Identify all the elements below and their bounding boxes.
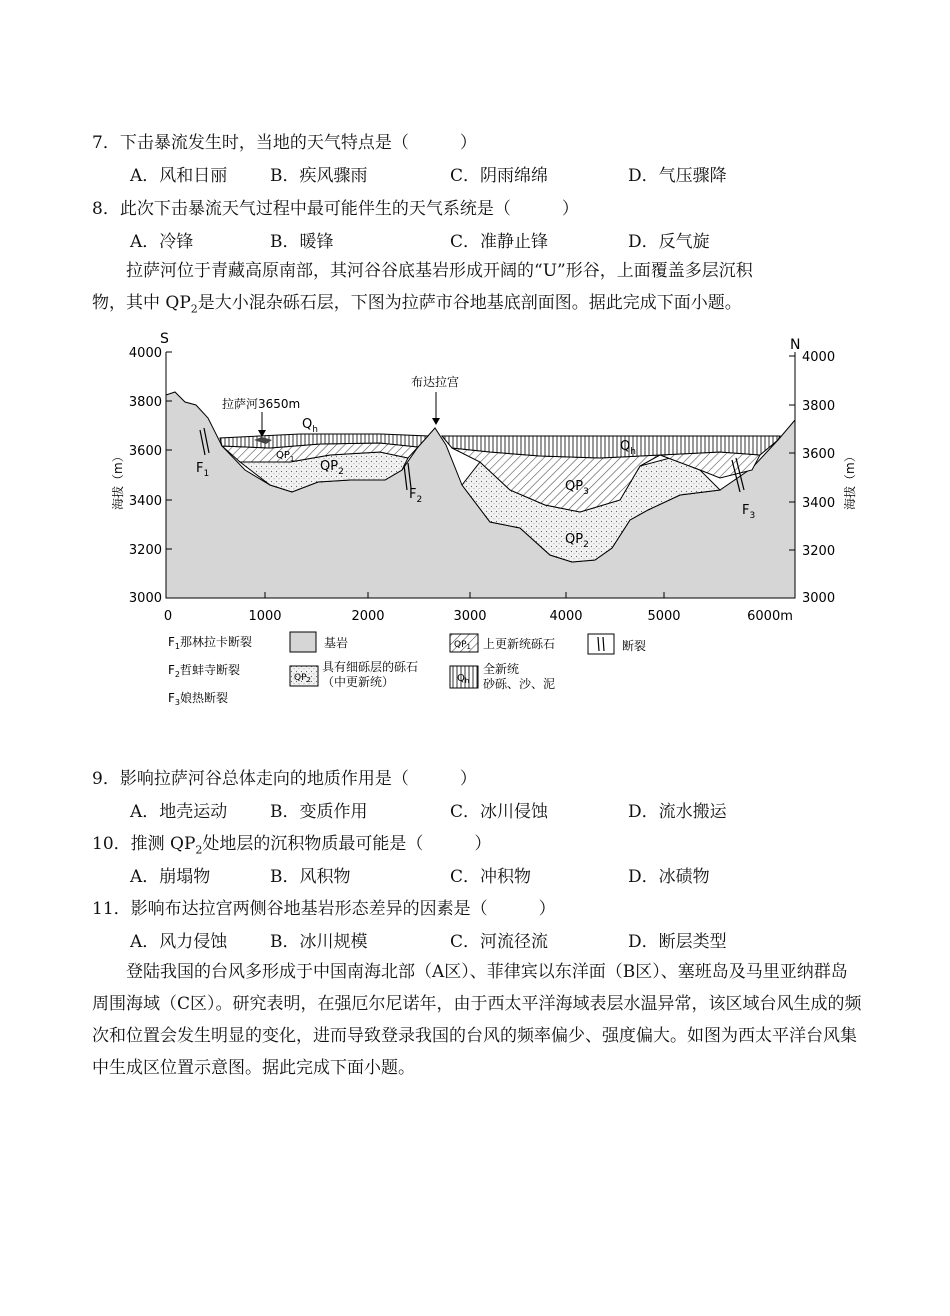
x-ticks xyxy=(164,609,793,624)
north-label: N xyxy=(790,337,801,353)
qp2-west-main: QP xyxy=(320,459,339,474)
xtick: 3000 xyxy=(453,609,487,624)
lhasa-valley-cross-section-figure xyxy=(100,325,857,720)
legend-qp1-sw-sub: 1 xyxy=(466,643,471,651)
question-11-stem: 11．影响布达拉宫两侧谷地基岩形态差异的因素是（ ） xyxy=(92,899,556,919)
option-b[interactable]: B．变质作用 xyxy=(270,802,368,822)
y-axis-label-left: 海拔（m） xyxy=(111,450,125,510)
legend-qh-line2: 砂砾、沙、泥 xyxy=(483,677,556,691)
legend-qp2-sw-main: QP xyxy=(294,673,307,683)
xtick: 4000 xyxy=(549,609,583,624)
ytick: 3800 xyxy=(128,395,162,410)
option-b[interactable]: B．冰川规模 xyxy=(270,932,368,952)
intro-paragraph-typhoon xyxy=(92,956,862,1084)
legend-qp2-sw-sub: 2 xyxy=(306,676,311,684)
q10-stem-sub: 2 xyxy=(195,843,203,857)
legend-f1-text: 那林拉卡断裂 xyxy=(180,635,253,649)
y-ticks-left xyxy=(129,346,162,606)
legend-qp1-text: 上更新统砾石 xyxy=(483,637,556,651)
question-9-stem: 9．影响拉萨河谷总体走向的地质作用是（ ） xyxy=(92,769,477,789)
legend-f2-sub: 2 xyxy=(174,670,180,679)
intro-line-2a: 物，其中 QP xyxy=(92,293,191,313)
f1-sub: 1 xyxy=(203,469,210,479)
ytick: 3200 xyxy=(802,544,836,559)
typhoon-intro-text: 登陆我国的台风多形成于中国南海北部（A区）、菲律宾以东洋面（B区）、塞班岛及马里亚纳群岛周围海域（C区）。研究表明，在强厄尔尼诺年，由于西太平洋海域表层水温异常，该区域台风生成的频次和位置会发生明显的变化，进而导致登录我国的台风的频率偏少、强度偏大。如图为西太平洋台风集中生成区位置示意图。据此完成下面小题。 xyxy=(92,962,862,1078)
legend-f3-text: 娘热断裂 xyxy=(180,691,229,705)
legend-f3-sub: 3 xyxy=(174,698,180,707)
qh-west-sub: h xyxy=(312,425,318,435)
question-7-stem: 7．下击暴流发生时，当地的天气特点是（ ） xyxy=(92,133,477,153)
legend-qh-sw-main: Q xyxy=(457,673,465,684)
legend-f1-letter: F xyxy=(168,635,175,649)
legend-f2-letter: F xyxy=(168,663,175,677)
xtick: 2000 xyxy=(351,609,385,624)
qp3-sub: 3 xyxy=(583,487,589,497)
legend-qp2-line2: （中更新统） xyxy=(322,675,395,689)
legend-fault-text: 断裂 xyxy=(622,639,647,653)
figure-legend xyxy=(168,632,646,707)
qp1-sub: 1 xyxy=(289,455,295,463)
option-d[interactable]: D．反气旋 xyxy=(628,232,710,252)
ytick: 3200 xyxy=(128,543,162,558)
xtick: 6000m xyxy=(747,609,793,624)
option-c[interactable]: C．冰川侵蚀 xyxy=(450,802,549,822)
option-d[interactable]: D．断层类型 xyxy=(628,932,727,952)
option-a[interactable]: A．地壳运动 xyxy=(130,802,228,822)
option-b[interactable]: B．疾风骤雨 xyxy=(270,166,368,186)
intro-line-2b: 是大小混杂砾石层，下图为拉萨市谷地基底剖面图。据此完成下面小题。 xyxy=(197,293,742,313)
legend-f1-sub: 1 xyxy=(174,642,180,651)
ytick: 3000 xyxy=(802,591,836,606)
option-c[interactable]: C．准静止锋 xyxy=(450,232,549,252)
option-a[interactable]: A．冷锋 xyxy=(130,232,194,252)
question-10-stem xyxy=(92,829,491,856)
palace-label: 布达拉宫 xyxy=(411,375,460,389)
y-ticks-right xyxy=(802,350,835,606)
xtick: 1000 xyxy=(248,609,282,624)
option-c[interactable]: C．河流径流 xyxy=(450,932,549,952)
f1-main: F xyxy=(196,461,204,476)
qh-label-west xyxy=(302,417,318,435)
legend-f2-text: 哲蚌寺断裂 xyxy=(180,663,241,677)
palace-arrowhead xyxy=(432,418,440,425)
xtick: 5000 xyxy=(647,609,681,624)
legend-f1 xyxy=(168,634,252,651)
qp2-east-main: QP xyxy=(565,532,584,547)
qh-east-main: Q xyxy=(620,439,631,454)
option-d[interactable]: D．冰碛物 xyxy=(628,867,710,887)
ytick: 3600 xyxy=(802,447,836,462)
option-d[interactable]: D．流水搬运 xyxy=(628,802,727,822)
legend-fault-swatch xyxy=(588,634,614,654)
qp2-west-sub: 2 xyxy=(338,467,344,477)
legend-qh-line1: 全新统 xyxy=(483,662,520,676)
option-c[interactable]: C．阴雨绵绵 xyxy=(450,166,549,186)
ytick: 3400 xyxy=(802,496,836,511)
option-a[interactable]: A．崩塌物 xyxy=(130,867,211,887)
f3-main: F xyxy=(742,503,750,518)
q10-stem-b: 处地层的沉积物质最可能是（ ） xyxy=(202,834,492,854)
option-b[interactable]: B．风积物 xyxy=(270,867,351,887)
legend-qh-sw-sub: h xyxy=(464,677,470,685)
ytick: 4000 xyxy=(128,346,162,361)
legend-f3 xyxy=(168,690,228,707)
legend-f2 xyxy=(168,662,240,679)
f3-sub: 3 xyxy=(749,511,756,521)
xtick: 0 xyxy=(163,609,173,624)
ytick: 3800 xyxy=(802,399,836,414)
option-d[interactable]: D．气压骤降 xyxy=(628,166,727,186)
intro-paragraph-lhasa xyxy=(92,255,862,325)
river-label: 拉萨河3650m xyxy=(222,397,301,411)
ytick: 3400 xyxy=(128,494,162,509)
legend-bedrock-text: 基岩 xyxy=(324,636,349,650)
y-axis-label-right: 海拔（m） xyxy=(843,450,857,510)
qh-east-sub: h xyxy=(630,447,636,457)
qh-west-main: Q xyxy=(302,417,313,432)
south-label: S xyxy=(160,331,169,347)
option-a[interactable]: A．风和日丽 xyxy=(130,166,228,186)
ytick: 3000 xyxy=(128,591,162,606)
option-a[interactable]: A．风力侵蚀 xyxy=(130,932,228,952)
q10-stem-a: 10．推测 QP xyxy=(92,834,196,854)
question-8-stem: 8．此次下击暴流天气过程中最可能伴生的天气系统是（ ） xyxy=(92,199,579,219)
option-b[interactable]: B．暖锋 xyxy=(270,232,334,252)
intro-line-1: 拉萨河位于青藏高原南部，其河谷谷底基岩形成开阔的“U”形谷，上面覆盖多层沉积 xyxy=(126,261,753,281)
ytick: 4000 xyxy=(802,350,836,365)
qp2-east-sub: 2 xyxy=(583,540,589,550)
qp1-main: QP xyxy=(276,450,290,461)
intro-line-2-sub: 2 xyxy=(190,302,198,316)
ytick: 3600 xyxy=(128,444,162,459)
f2-sub: 2 xyxy=(416,495,423,505)
legend-f3-letter: F xyxy=(168,691,175,705)
legend-qp1-sw-main: QP xyxy=(454,640,467,650)
f2-main: F xyxy=(409,487,417,502)
legend-qp2-line1: 具有细砾层的砾石 xyxy=(322,660,419,674)
legend-bedrock-swatch xyxy=(290,632,316,652)
option-c[interactable]: C．冲积物 xyxy=(450,867,532,887)
qp3-main: QP xyxy=(565,479,584,494)
